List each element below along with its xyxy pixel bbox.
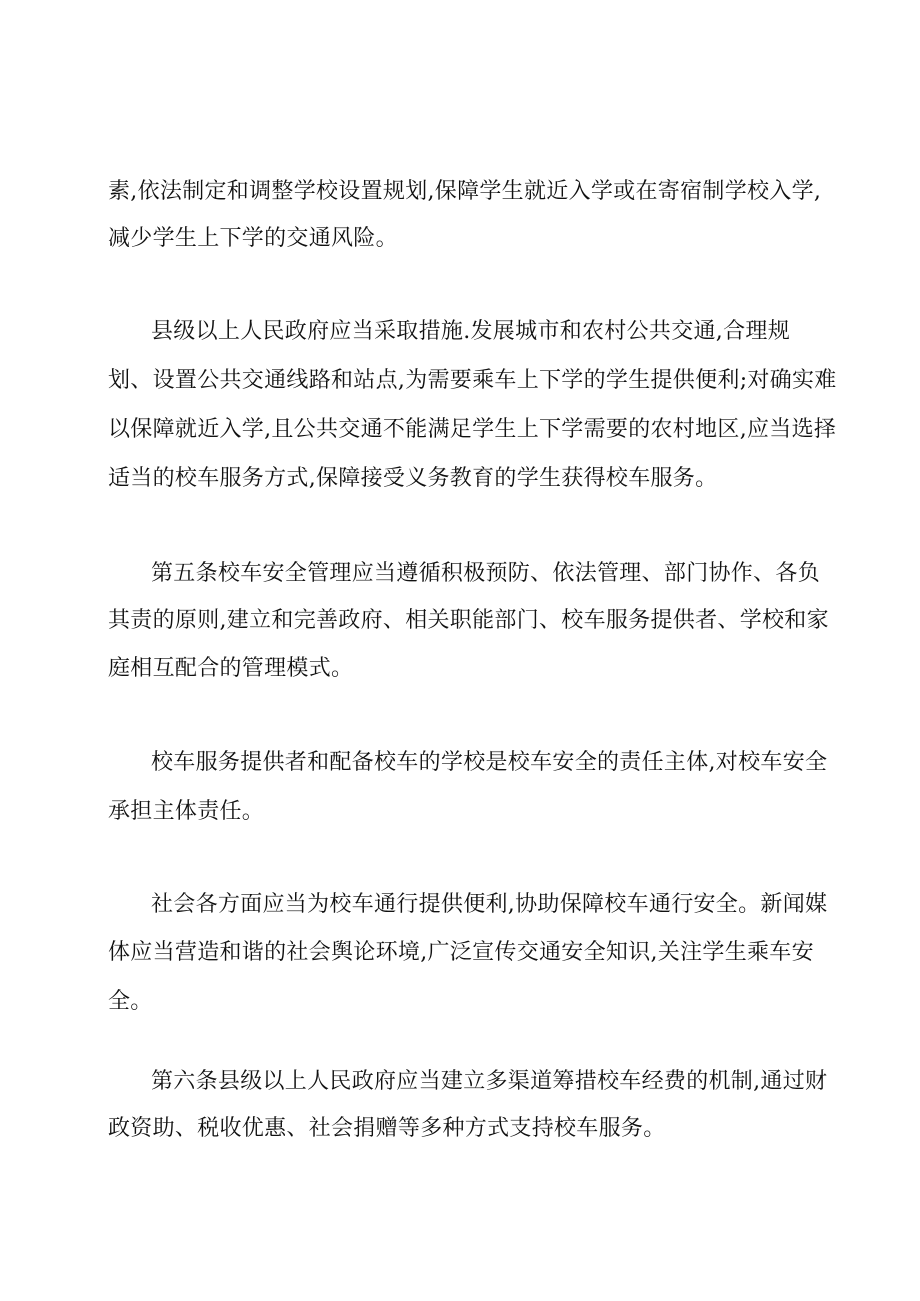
text-line: 其责的原则,建立和完善政府、相关职能部门、校车服务提供者、学校和家 <box>108 608 829 633</box>
text-line: 县级以上人民政府应当采取措施.发展城市和农村公共交通,合理规 <box>151 319 790 344</box>
text-line: 第五条校车安全管理应当遵循积极预防、依法管理、部门协作、各负 <box>151 561 821 586</box>
text-line: 校车服务提供者和配备校车的学校是校车安全的责任主体,对校车安全 <box>151 750 828 775</box>
text-line: 划、设置公共交通线路和站点,为需要乘车上下学的学生提供便利;对确实难 <box>108 368 837 393</box>
text-line: 第六条县级以上人民政府应当建立多渠道筹措校车经费的机制,通过财 <box>151 1069 828 1094</box>
text-line: 体应当营造和谐的社会舆论环境,广泛宣传交通安全知识,关注学生乘车安 <box>108 940 814 965</box>
text-line: 政资助、税收优惠、社会捐赠等多种方式支持校车服务。 <box>108 1116 666 1141</box>
text-line: 适当的校车服务方式,保障接受义务教育的学生获得校车服务。 <box>108 466 718 491</box>
text-line: 素,依法制定和调整学校设置规划,保障学生就近入学或在寄宿制学校入学, <box>108 179 822 204</box>
text-line: 社会各方面应当为校车通行提供便利,协助保障校车通行安全。新闻媒 <box>151 892 828 917</box>
text-line: 减少学生上下学的交通风险。 <box>108 226 398 251</box>
text-line: 承担主体责任。 <box>108 799 265 824</box>
text-line: 以保障就近入学,且公共交通不能满足学生上下学需要的农村地区,应当选择 <box>108 417 837 442</box>
text-line: 全。 <box>108 989 153 1014</box>
text-line: 庭相互配合的管理模式。 <box>108 656 354 681</box>
